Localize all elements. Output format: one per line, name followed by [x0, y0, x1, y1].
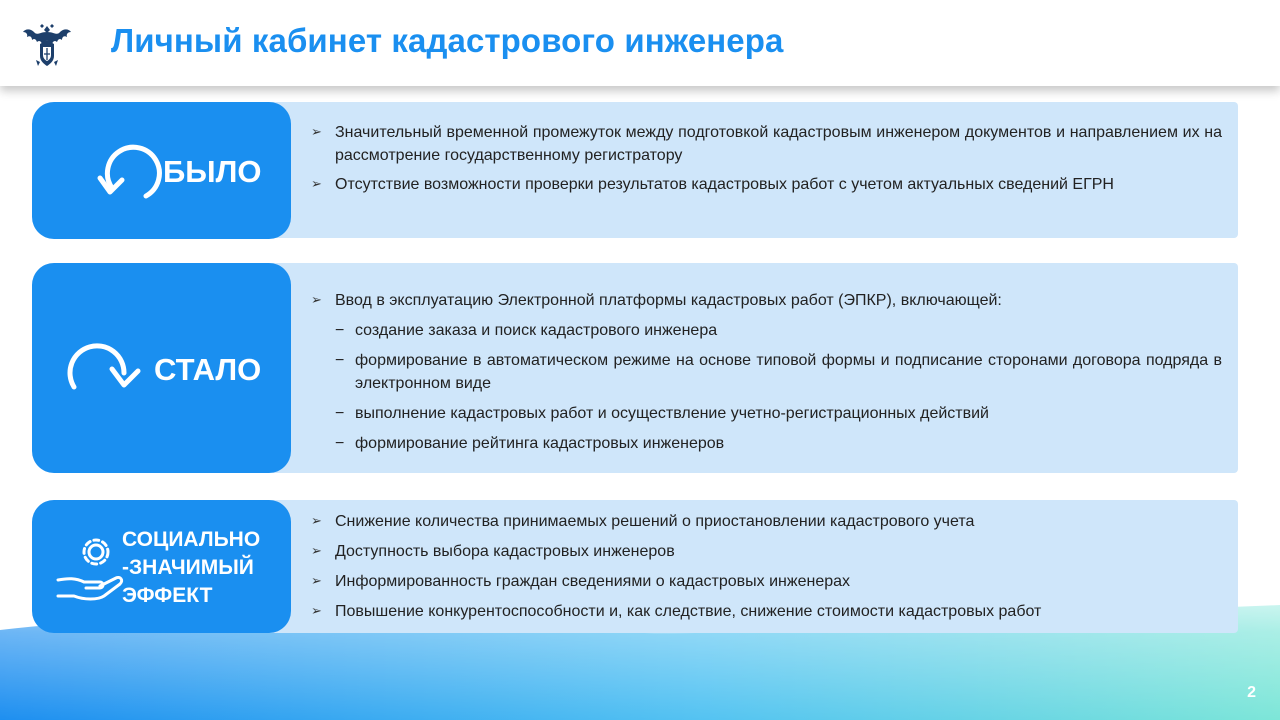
page-title: Личный кабинет кадастрового инженера: [111, 22, 784, 59]
social-effect-list: [311, 510, 1222, 623]
section-panel-stalo: [260, 263, 1238, 473]
section-panel-bylo: [260, 102, 1238, 238]
list-item: ➢ Снижение количества принимаемых решений о приостановлении кадастрового учета: [311, 510, 1222, 533]
eagle-emblem-icon: [20, 20, 74, 70]
label-line: СОЦИАЛЬНО: [122, 528, 261, 551]
section-label-stalo: СТАЛО: [154, 352, 262, 387]
stalo-list: [311, 289, 1222, 455]
section-badge-social-effect: [32, 500, 291, 633]
label-line: ЭФФЕКТ: [122, 584, 213, 607]
section-panel-social-effect: [260, 500, 1238, 633]
section-badge-stalo: [32, 263, 291, 473]
list-item: − создание заказа и поиск кадастрового инженера: [311, 319, 1222, 342]
section-label-social-effect: [122, 526, 260, 610]
list-item: ➢ Ввод в эксплуатацию Электронной платформы кадастровых работ (ЭПКР), включающей:: [311, 289, 1222, 312]
label-line: -ЗНАЧИМЫЙ: [122, 556, 254, 579]
list-item: ➢ Значительный временной промежуток между подготовкой кадастровым инженером документов и направлением их на рассмотрение государственному регистратору: [311, 121, 1222, 167]
list-item: ➢ Отсутствие возможности проверки результатов кадастровых работ с учетом актуальных сведений ЕГРН: [311, 173, 1222, 196]
list-item: − формирование в автоматическом режиме на основе типовой формы и подписание сторонами договора подряда в электронном виде: [311, 349, 1222, 395]
section-badge-bylo: [32, 102, 291, 239]
bylo-list: [311, 121, 1222, 196]
list-item: ➢ Повышение конкурентоспособности и, как следствие, снижение стоимости кадастровых работ: [311, 600, 1222, 623]
list-item: − выполнение кадастровых работ и осуществление учетно-регистрационных действий: [311, 402, 1222, 425]
list-item: − формирование рейтинга кадастровых инженеров: [311, 432, 1222, 455]
list-item: ➢ Доступность выбора кадастровых инженеров: [311, 540, 1222, 563]
slide-header: [0, 0, 1280, 86]
arrow-circle-clockwise-icon: [52, 333, 142, 403]
section-label-bylo: БЫЛО: [163, 154, 262, 189]
page-number: 2: [1247, 684, 1256, 701]
list-item: ➢ Информированность граждан сведениями о кадастровых инженерах: [311, 570, 1222, 593]
